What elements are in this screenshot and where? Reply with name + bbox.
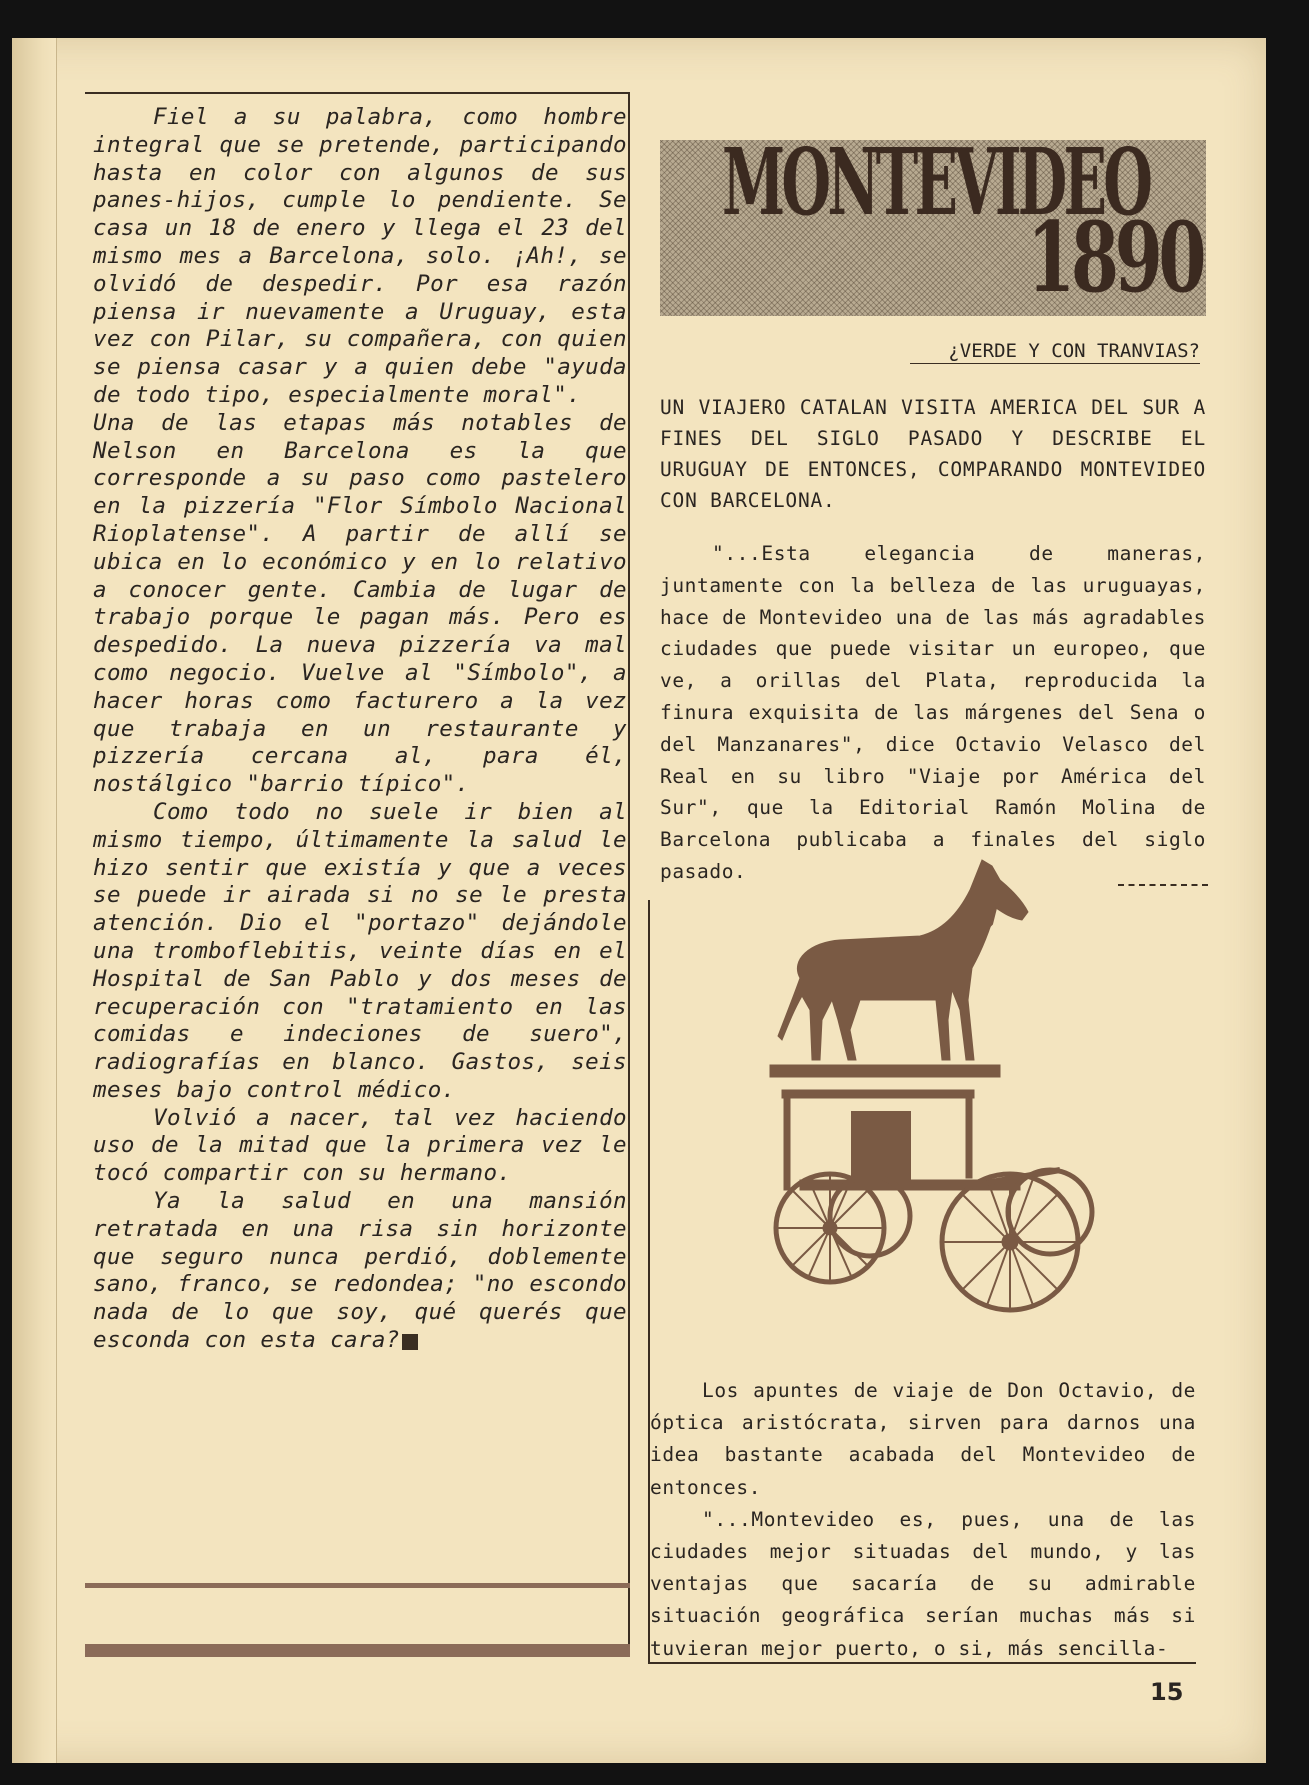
paragraph: Fiel a su palabra, como hombre integral que se pretende, participando hasta en color con algunos de sus panes-hijos, cumple lo pendiente. Se casa un 18 de enero y llega el 23 del mismo mes a Barcelona, solo. ¡Ah!, se olvidó de despedir. Por esa razón piensa ir nuevamente a Uruguay, esta vez con Pilar, su compañera, con quien se piensa casar y a quien debe "ayuda de todo tipo, especialmente moral". [93,104,627,408]
carriage-roof [782,1090,974,1098]
final-text: Ya la salud en una mansión retratada en una risa sin horizonte que seguro nunca perdió, doblemente sano, franco, se redondea; "no escondo nada de lo que soy, qué querés que esconda con esta cara? [93,1188,627,1354]
column-rule [628,92,630,1655]
divider-bar [85,1583,630,1588]
top-rule [85,92,630,94]
paragraph: Una de las etapas más notables de Nelson en Barcelona es la que corresponde a su paso como pastelero en la pizzería "Flor Símbolo Nacional Rioplatense". A partir de allí se ubica en lo económico y en lo relativo a conocer gente. Cambia de lugar de trabajo porque le pagan más. Pero es despedido. La nueva pizzería va mal como negocio. Vuelve al "Símbolo", a hacer horas como facturero a la vez que trabaja en un restaurante y pizzería cercana al, para él, nostálgico "barrio típico". [93,409,627,798]
page-number: 15 [1150,1678,1184,1706]
left-column [85,92,630,1655]
horse-silhouette [778,860,1028,1060]
paragraph-final [93,1188,627,1355]
paragraph: Los apuntes de viaje de Don Octavio, de óptica aristócrata, sirven para darnos una idea bastante acabada del Montevideo de entonces. [650,1379,1196,1499]
masthead-title: MONTEVIDEO [722,140,1150,236]
article-continuation [650,1375,1196,1665]
paragraph: Volvió a nacer, tal vez haciendo uso de la mitad que la primera vez le tocó compartir con su hermano. [93,1104,627,1187]
quote-paragraph: "...Esta elegancia de maneras, juntamente con la belleza de las uruguayas, hace de Montevideo una de las más agradables ciudades que puede visitar un europeo, que ve, a orillas del Plata, reproducida la finura exquisita de las márgenes del Sena o del Manzanares", dice Octavio Velasco del Real en su libro "Viaje por América del Sur", que la Editorial Ramón Molina de Barcelona publicaba a finales del siglo pasado. [660,542,1206,883]
carriage-frame-right [966,1098,972,1178]
article-subtitle: ¿VERDE Y CON TRANVIAS? [910,340,1200,364]
paragraph: "...Montevideo es, pues, una de las ciudades mejor situadas del mundo, y las ventajas que sacaría de su admirable situación geográfica serían muchas más si tuvieran mejor puerto, o si, más sencilla- [650,1507,1196,1660]
paragraph: Como todo no suele ir bien al mismo tiempo, últimamente la salud le hizo sentir que existía y que a veces se puede ir airada si no se le presta atención. Dio el "portazo" dejándole una tromboflebitis, veinte días en el Hospital de San Pablo y dos meses de recuperación con "tratamiento en las comidas e indeciones de suero", radiografías en blanco. Gastos, seis meses bajo control médico. [93,798,627,1103]
left-article-text [93,104,627,1355]
divider-bar-thick [85,1644,630,1657]
pedestal-top [770,1065,1000,1077]
carriage-frame-left [784,1098,790,1190]
horse-and-carriage-illustration [760,850,1160,1370]
front-hub [823,1221,837,1235]
end-of-article-mark [402,1334,418,1350]
masthead-year: 1890 [1026,201,1202,314]
article-lead: UN VIAJERO CATALAN VISITA AMERICA DEL SUR A FINES DEL SIGLO PASADO Y DESCRIBE EL URUGUAY DE ENTONCES, COMPARANDO MONTEVIDEO CON BARCELONA. [660,396,1206,512]
carriage-cabin [852,1112,910,1180]
page-binding-edge [12,38,57,1763]
article-quote [660,538,1206,888]
rear-hub [1002,1234,1018,1250]
masthead [660,140,1206,316]
